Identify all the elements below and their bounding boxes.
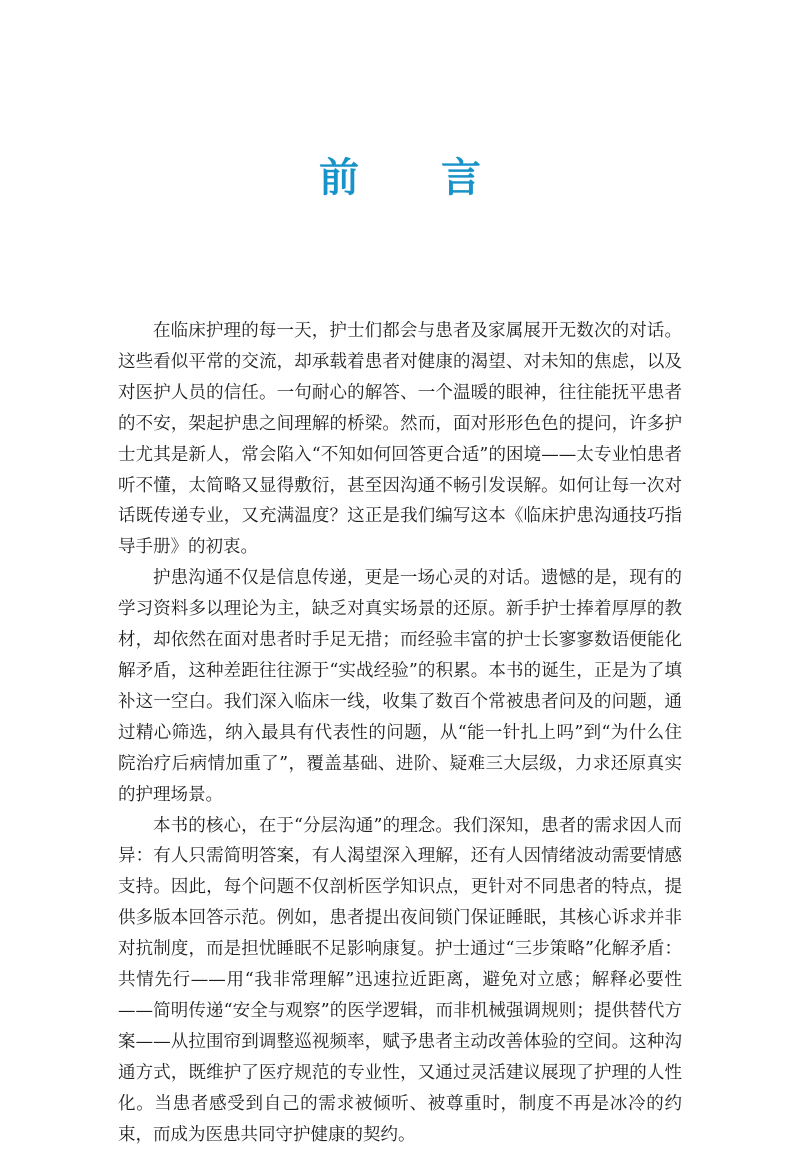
paragraph-3: 本书的核心，在于“分层沟通”的理念。我们深知，患者的需求因人而异：有人只需简明答案，有人渴望深入理解，还有人因情绪波动需要情感支持。因此，每个问题不仅剖析医学知识点，更针对不同患者的特点，提供多版本回答示范。例如，患者提出夜间锁门保证睡眠，其核心诉求并非对抗制度，而是担忧睡眠不足影响康复。护士通过“三步策略”化解矛盾：共情先行——用“我非常理解”迅速拉近距离，避免对立感；解释必要性——简明传递“安全与观察”的医学逻辑，而非机械强调规则；提供替代方案——从拉围帘到调整巡视频率，赋予患者主动改善体验的空间。这种沟通方式，既维护了医疗规范的专业性，又通过灵活建议展现了护理的人性化。当患者感受到自己的需求被倾听、被尊重时，制度不再是冰冷的约束，而成为医患共同守护健康的契约。 xyxy=(118,811,682,1150)
preface-body xyxy=(118,316,682,1150)
paragraph-1: 在临床护理的每一天，护士们都会与患者及家属展开无数次的对话。这些看似平常的交流，却承载着患者对健康的渴望、对未知的焦虑，以及对医护人员的信任。一句耐心的解答、一个温暖的眼神，往往能抚平患者的不安，架起护患之间理解的桥梁。然而，面对形形色色的提问，许多护士尤其是新人，常会陷入“不知如何回答更合适”的困境——太专业怕患者听不懂，太简略又显得敷衍，甚至因沟通不畅引发误解。如何让每一次对话既传递专业，又充满温度？这正是我们编写这本《临床护患沟通技巧指导手册》的初衷。 xyxy=(118,316,682,563)
page-title: 前 言 xyxy=(0,150,800,206)
paragraph-2: 护患沟通不仅是信息传递，更是一场心灵的对话。遗憾的是，现有的学习资料多以理论为主，缺乏对真实场景的还原。新手护士捧着厚厚的教材，却依然在面对患者时手足无措；而经验丰富的护士长寥寥数语便能化解矛盾，这种差距往往源于“实战经验”的积累。本书的诞生，正是为了填补这一空白。我们深入临床一线，收集了数百个常被患者问及的问题，通过精心筛选，纳入最具有代表性的问题，从“能一针扎上吗”到“为什么住院治疗后病情加重了”，覆盖基础、进阶、疑难三大层级，力求还原真实的护理场景。 xyxy=(118,563,682,810)
